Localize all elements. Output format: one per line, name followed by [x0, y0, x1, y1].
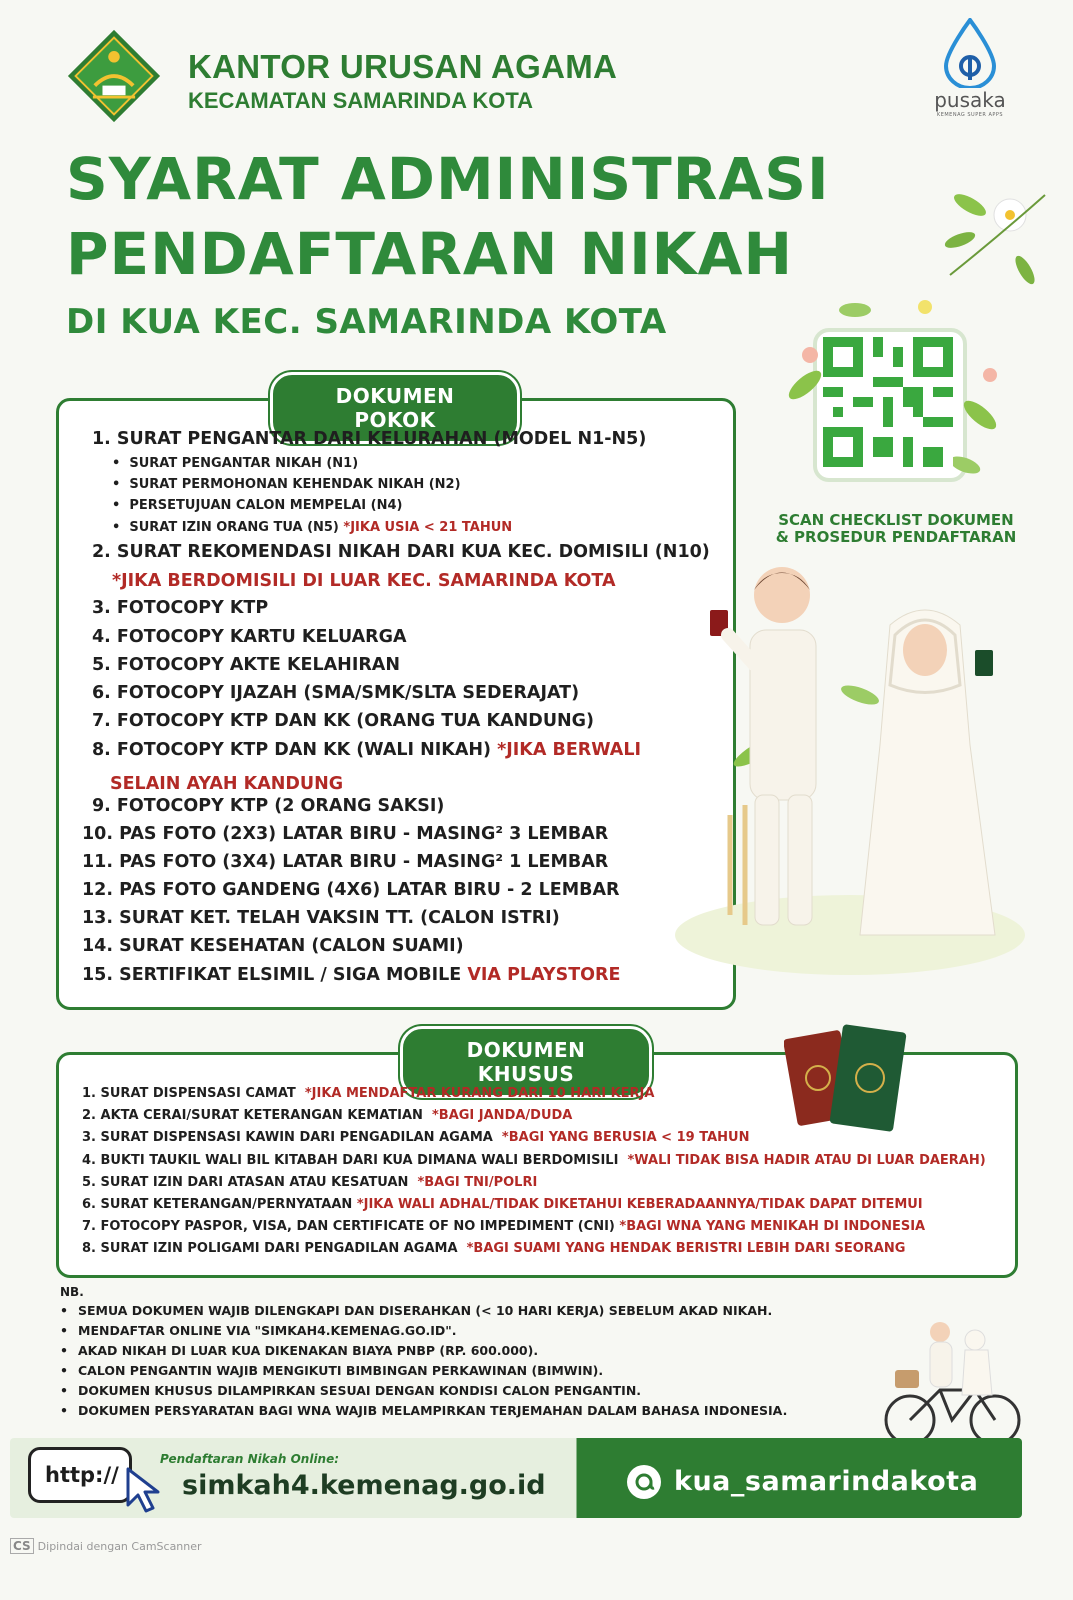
pusaka-drop-icon — [940, 18, 1000, 88]
pokok-item-8-note: *JIKA BERWALI — [497, 740, 641, 760]
khusus-item-text: 2. AKTA CERAI/SURAT KETERANGAN KEMATIAN — [82, 1108, 423, 1123]
camscanner-badge: CS — [10, 1538, 34, 1554]
khusus-item-8 — [82, 1241, 905, 1256]
khusus-item-note: *BAGI WNA YANG MENIKAH DI INDONESIA — [619, 1219, 926, 1234]
pokok-sub-text: PERSETUJUAN CALON MEMPELAI (N4) — [129, 498, 403, 513]
notes-label: NB. — [60, 1285, 84, 1299]
pusaka-name: pusaka — [934, 88, 1006, 112]
qr-code[interactable] — [823, 337, 953, 467]
pokok-item-2: 2. SURAT REKOMENDASI NIKAH DARI KUA KEC. DOMISILI (N10) — [92, 542, 710, 562]
khusus-item-note: *WALI TIDAK BISA HADIR ATAU DI LUAR DAERAH) — [627, 1153, 986, 1168]
qr-frame — [775, 295, 1010, 505]
note-item: • DOKUMEN KHUSUS DILAMPIRKAN SESUAI DENGAN KONDISI CALON PENGANTIN. — [60, 1383, 641, 1398]
pokok-sub-note: *JIKA USIA < 21 TAHUN — [343, 520, 513, 535]
pokok-sub-item: • SURAT PERMOHONAN KEHENDAK NIKAH (N2) — [112, 477, 461, 492]
http-badge: http:// — [28, 1447, 132, 1503]
main-title-line3: DI KUA KEC. SAMARINDA KOTA — [66, 302, 667, 342]
note-item: • AKAD NIKAH DI LUAR KUA DIKENAKAN BIAYA PNBP (RP. 600.000). — [60, 1343, 538, 1358]
camscanner-watermark — [10, 1538, 202, 1554]
khusus-item-note: *BAGI SUAMI YANG HENDAK BERISTRI LEBIH DARI SEORANG — [466, 1241, 906, 1256]
online-registration-label: Pendaftaran Nikah Online: — [160, 1452, 340, 1466]
pokok-sub-text: SURAT PENGANTAR NIKAH (N1) — [129, 456, 359, 471]
pokok-item-8-text: 8. FOTOCOPY KTP DAN KK (WALI NIKAH) — [92, 740, 492, 760]
pokok-item-15-text: 15. SERTIFIKAT ELSIMIL / SIGA MOBILE — [82, 965, 462, 985]
pokok-sub-item: • SURAT IZIN ORANG TUA (N5) *JIKA USIA < 21 TAHUN — [112, 520, 513, 535]
qr-caption — [765, 512, 1027, 547]
camscanner-text: Dipindai dengan CamScanner — [37, 1540, 202, 1553]
khusus-item-note: *BAGI JANDA/DUDA — [431, 1108, 573, 1123]
khusus-item-6 — [82, 1197, 923, 1212]
pokok-item-7: 7. FOTOCOPY KTP DAN KK (ORANG TUA KANDUNG) — [92, 711, 595, 731]
qr-caption-line1: SCAN CHECKLIST DOKUMEN — [778, 511, 1014, 529]
pokok-item-6: 6. FOTOCOPY IJAZAH (SMA/SMK/SLTA SEDERAJAT) — [92, 683, 580, 703]
khusus-item-4 — [82, 1153, 986, 1168]
pokok-item-5: 5. FOTOCOPY AKTE KELAHIRAN — [92, 655, 400, 675]
pokok-item-4: 4. FOTOCOPY KARTU KELUARGA — [92, 627, 407, 647]
dokumen-pokok-heading: DOKUMEN POKOK — [270, 372, 520, 444]
khusus-item-5 — [82, 1175, 537, 1190]
note-item: • SEMUA DOKUMEN WAJIB DILENGKAPI DAN DISERAHKAN (< 10 HARI KERJA) SEBELUM AKAD NIKAH. — [60, 1303, 772, 1318]
khusus-item-1 — [82, 1086, 654, 1101]
khusus-item-note: *BAGI TNI/POLRI — [417, 1175, 538, 1190]
qr-caption-line2: & PROSEDUR PENDAFTARAN — [775, 528, 1017, 547]
pokok-item-14: 14. SURAT KESEHATAN (CALON SUAMI) — [82, 936, 464, 956]
khusus-item-7 — [82, 1219, 925, 1234]
khusus-item-text: 8. SURAT IZIN POLIGAMI DARI PENGADILAN AGAMA — [82, 1241, 458, 1256]
pusaka-tagline: KEMENAG SUPER APPS — [936, 112, 1004, 118]
khusus-item-2 — [82, 1108, 572, 1123]
passport-icon — [784, 1020, 924, 1140]
pokok-item-8 — [92, 740, 641, 760]
khusus-item-note: *BAGI YANG BERUSIA < 19 TAHUN — [501, 1130, 750, 1145]
pusaka-logo — [920, 18, 1020, 128]
khusus-item-text: 1. SURAT DISPENSASI CAMAT — [82, 1086, 296, 1101]
khusus-item-3 — [82, 1130, 749, 1145]
main-title-line1: SYARAT ADMINISTRASI — [66, 145, 830, 213]
dokumen-khusus-heading: DOKUMEN KHUSUS — [400, 1026, 652, 1098]
note-item: • MENDAFTAR ONLINE VIA "SIMKAH4.KEMENAG.GO.ID". — [60, 1323, 457, 1338]
note-item: • CALON PENGANTIN WAJIB MENGIKUTI BIMBINGAN PERKAWINAN (BIMWIN). — [60, 1363, 603, 1378]
pokok-item-15-note: VIA PLAYSTORE — [467, 965, 621, 985]
pokok-sub-text: SURAT PERMOHONAN KEHENDAK NIKAH (N2) — [129, 477, 461, 492]
khusus-item-text: 5. SURAT IZIN DARI ATASAN ATAU KESATUAN — [82, 1175, 409, 1190]
couple-illustration-icon — [670, 555, 1030, 975]
instagram-handle-link[interactable]: kua_samarindakota — [674, 1466, 979, 1497]
khusus-item-note: *JIKA WALI ADHAL/TIDAK DIKETAHUI KEBERADAANNYA/TIDAK DAPAT DITEMUI — [356, 1197, 923, 1212]
pokok-item-2-note: *JIKA BERDOMISILI DI LUAR KEC. SAMARINDA KOTA — [112, 571, 616, 591]
pokok-item-9: 9. FOTOCOPY KTP (2 ORANG SAKSI) — [92, 796, 445, 816]
pokok-sub-item: • SURAT PENGANTAR NIKAH (N1) — [112, 456, 359, 471]
khusus-item-text: 7. FOTOCOPY PASPOR, VISA, DAN CERTIFICATE OF NO IMPEDIMENT (CNI) — [82, 1219, 615, 1234]
pokok-item-10: 10. PAS FOTO (2X3) LATAR BIRU - MASING² 3 LEMBAR — [82, 824, 609, 844]
khusus-item-text: 4. BUKTI TAUKIL WALI BIL KITABAH DARI KUA DIMANA WALI BERDOMISILI — [82, 1153, 619, 1168]
pokok-item-1: 1. SURAT PENGANTAR DARI KELURAHAN (MODEL N1-N5) — [92, 429, 647, 449]
main-title-line2: PENDAFTARAN NIKAH — [66, 220, 794, 288]
pokok-item-15 — [82, 965, 620, 985]
khusus-item-note: *JIKA MENDAFTAR KURANG DARI 10 HARI KERJA — [304, 1086, 655, 1101]
khusus-item-text: 3. SURAT DISPENSASI KAWIN DARI PENGADILAN AGAMA — [82, 1130, 493, 1145]
pokok-item-3: 3. FOTOCOPY KTP — [92, 598, 269, 618]
kemenag-logo — [66, 28, 162, 124]
registration-url-link[interactable]: simkah4.kemenag.go.id — [182, 1470, 546, 1501]
org-subtitle: KECAMATAN SAMARINDA KOTA — [188, 88, 534, 113]
pokok-sub-item: • PERSETUJUAN CALON MEMPELAI (N4) — [112, 498, 403, 513]
note-item: • DOKUMEN PERSYARATAN BAGI WNA WAJIB MELAMPIRKAN TERJEMAHAN DALAM BAHASA INDONESIA. — [60, 1403, 787, 1418]
instagram-at-icon — [626, 1464, 662, 1500]
leaves-decoration-icon — [940, 175, 1050, 295]
cursor-icon — [120, 1465, 170, 1515]
pokok-item-13: 13. SURAT KET. TELAH VAKSIN TT. (CALON ISTRI) — [82, 908, 560, 928]
pokok-item-11: 11. PAS FOTO (3X4) LATAR BIRU - MASING² 1 LEMBAR — [82, 852, 609, 872]
pokok-item-8-note2: SELAIN AYAH KANDUNG — [110, 774, 344, 794]
pokok-item-12: 12. PAS FOTO GANDENG (4X6) LATAR BIRU - 2 LEMBAR — [82, 880, 620, 900]
bicycle-couple-icon — [880, 1310, 1030, 1450]
khusus-item-text: 6. SURAT KETERANGAN/PERNYATAAN — [82, 1197, 353, 1212]
pokok-sub-text: SURAT IZIN ORANG TUA (N5) — [129, 520, 339, 535]
org-title: KANTOR URUSAN AGAMA — [188, 48, 618, 85]
